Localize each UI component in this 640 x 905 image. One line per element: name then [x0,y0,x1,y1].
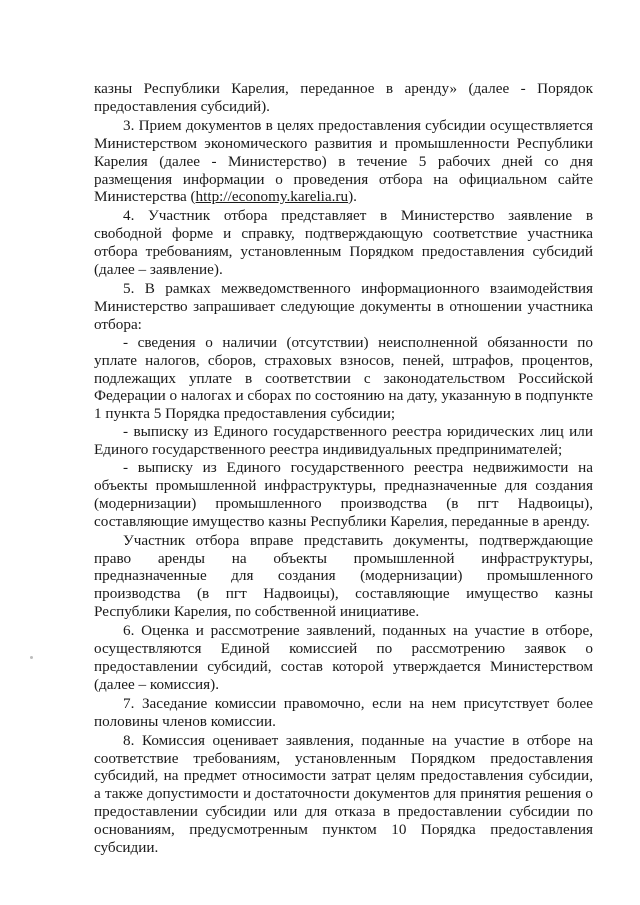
list-item-property-registry: - выписку из Единого государственного реестра недвижимости на объекты промышленной инфраструктуры, предназначенные для создания (модернизации) промышленного производства (в пгт Надвоицы), составляющие имущество казны Республики Карелия, переданные в аренду. [94,459,593,530]
list-item-tax-info: - сведения о наличии (отсутствии) неисполненной обязанности по уплате налогов, сборов, страховых взносов, пеней, штрафов, процентов, подлежащих уплате в соответствии с законодательством Российской Федерации о налогах и сборах по состоянию на дату, указанную в подпункте 1 пункта 5 Порядка предоставления субсидии; [94,333,593,423]
paragraph-3-text: 3. Прием документов в целях предоставления субсидии осуществляется Министерством экономического развития и промышленности Республики Карелия (далее - Министерство) в течение 5 рабочих дней со дня размещения информации о проведения отбора на официальном сайте Министерства ( [94,116,593,206]
paragraph-6: 6. Оценка и рассмотрение заявлений, поданных на участие в отборе, осуществляются Единой комиссией по рассмотрению заявок о предоставлении субсидий, состав которой утверждается Министерством (далее – комиссия). [94,622,593,693]
paragraph-voluntary-docs: Участник отбора вправе представить документы, подтверждающие право аренды на объекты промышленной инфраструктуры, предназначенные для создания (модернизации) промышленного производства (в пгт Надвоицы), составляющие имущество казны Республики Карелия, по собственной инициативе. [94,531,593,621]
document-body [94,80,593,857]
paragraph-7: 7. Заседание комиссии правомочно, если на нем присутствует более половины членов комиссии. [94,694,593,730]
website-link[interactable]: http://economy.karelia.ru [195,188,349,206]
paragraph-4: 4. Участник отбора представляет в Министерство заявление в свободной форме и справку, подтверждающую соответствие участника отбора требованиям, установленным Порядком предоставления субсидий (далее – заявление). [94,207,593,279]
paragraph-5: 5. В рамках межведомственного информационного взаимодействия Министерство запрашивает следующие документы в отношении участника отбора: [94,279,593,333]
paragraph-3-end: ). [348,188,357,206]
paragraph-8: 8. Комиссия оценивает заявления, поданные на участие в отборе на соответствие требованиям, установленным Порядком предоставления субсидий, на предмет относимости затрат целям предоставления субсидии, а также допустимости и достаточности документов для принятия решения о предоставлении субсидии или для отказа в предоставлении субсидии по основаниям, предусмотренным пунктом 10 Порядка предоставления субсидии. [94,731,593,857]
list-item-legal-registry: - выписку из Единого государственного реестра юридических лиц или Единого государственного реестра индивидуальных предпринимателей; [94,423,593,459]
scan-speck [30,656,33,659]
paragraph-3 [94,117,593,207]
paragraph-continuation: казны Республики Карелия, переданное в аренду» (далее - Порядок предоставления субсидий). [94,80,593,115]
